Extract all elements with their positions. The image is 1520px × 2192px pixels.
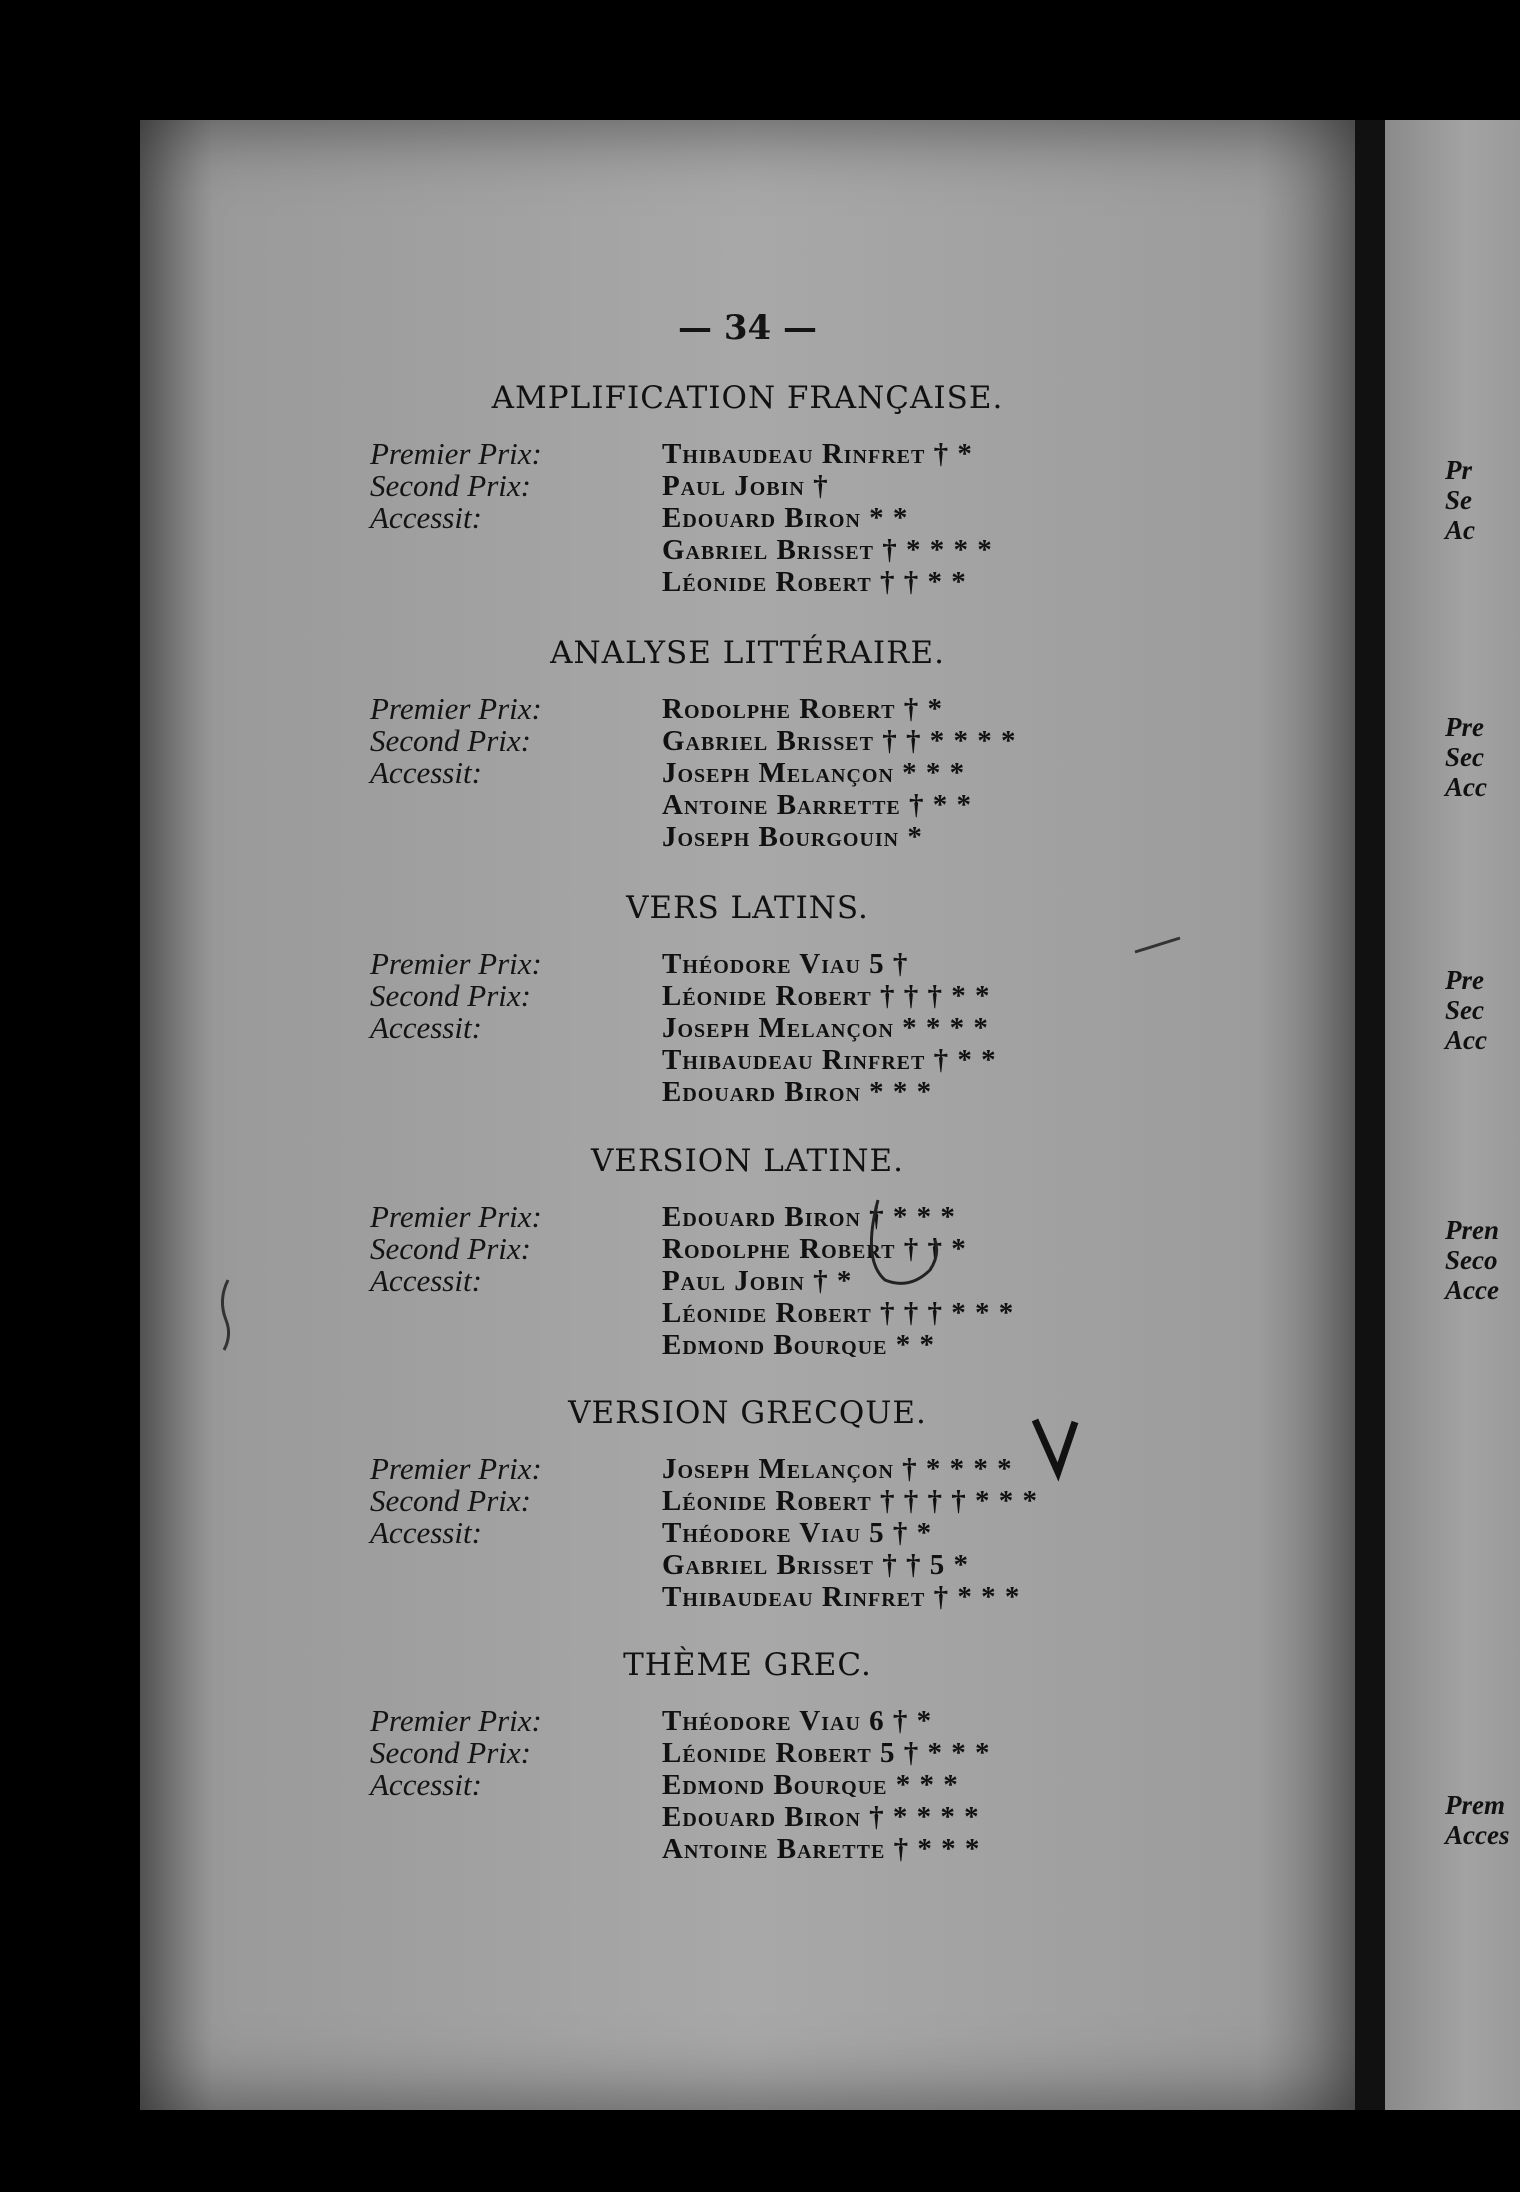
student-name: Joseph Bourgouin * <box>662 821 923 853</box>
label-accessit: Accessit: <box>370 1767 482 1802</box>
student-name: Paul Jobin † * <box>662 1265 853 1297</box>
student-name: Rodolphe Robert † † * <box>662 1233 967 1265</box>
adjacent-label: Acc <box>1445 1025 1487 1055</box>
label-second-prix: Second Prix: <box>370 723 531 758</box>
adjacent-label: Sec <box>1445 995 1484 1025</box>
label-second-prix: Second Prix: <box>370 978 531 1013</box>
student-name: Léonide Robert 5 † * * * <box>662 1737 991 1769</box>
page-gutter <box>1355 120 1385 2110</box>
label-accessit: Accessit: <box>370 1515 482 1550</box>
adjacent-label: Pren <box>1445 1215 1499 1245</box>
student-name: Edouard Biron * * * <box>662 1076 933 1108</box>
section-title-amplification: AMPLIFICATION FRANÇAISE. <box>491 380 1004 416</box>
student-name: Antoine Barrette † * * <box>662 789 973 821</box>
label-second-prix: Second Prix: <box>370 468 531 503</box>
pencil-check-mark <box>1035 1420 1075 1472</box>
label-accessit: Accessit: <box>370 1263 482 1298</box>
student-name: Théodore Viau 5 † <box>662 948 909 980</box>
adjacent-page-edge <box>1385 120 1520 2110</box>
student-name: Léonide Robert † † † † * * * <box>662 1485 1039 1517</box>
label-accessit: Accessit: <box>370 755 482 790</box>
student-name: Edmond Bourque * * * <box>662 1769 959 1801</box>
adjacent-label: Pre <box>1445 965 1484 995</box>
adjacent-label: Ac <box>1445 515 1475 545</box>
adjacent-labels <box>1445 455 1475 545</box>
label-premier-prix: Premier Prix: <box>370 691 542 726</box>
adjacent-labels <box>1445 712 1487 802</box>
adjacent-label: Acc <box>1445 772 1487 802</box>
section-title-vers-latins: VERS LATINS. <box>626 890 869 926</box>
student-name: Léonide Robert † † † * * * <box>662 1297 1015 1329</box>
student-name: Paul Jobin † <box>662 470 829 502</box>
adjacent-label: Acces <box>1445 1820 1510 1850</box>
student-name: Thibaudeau Rinfret † * * * <box>662 1581 1021 1613</box>
section-title-version-latine: VERSION LATINE. <box>590 1143 905 1179</box>
pencil-dash-mark <box>1135 938 1180 952</box>
label-premier-prix: Premier Prix: <box>370 1199 542 1234</box>
adjacent-label: Pre <box>1445 712 1484 742</box>
student-name: Joseph Melançon † * * * * <box>662 1453 1013 1485</box>
label-second-prix: Second Prix: <box>370 1483 531 1518</box>
student-name: Gabriel Brisset † † * * * * <box>662 725 1017 757</box>
student-name: Edouard Biron † * * * <box>662 1201 956 1233</box>
adjacent-label: Sec <box>1445 742 1484 772</box>
adjacent-label: Seco <box>1445 1245 1498 1275</box>
student-name: Léonide Robert † † * * <box>662 566 967 598</box>
student-name: Joseph Melançon * * * * <box>662 1012 989 1044</box>
page-number: — 34 — <box>678 308 817 348</box>
adjacent-label: Se <box>1445 485 1472 515</box>
label-premier-prix: Premier Prix: <box>370 1703 542 1738</box>
section-title-theme-grec: THÈME GREC. <box>623 1647 872 1683</box>
adjacent-label: Pr <box>1445 455 1472 485</box>
adjacent-labels <box>1445 965 1487 1055</box>
label-second-prix: Second Prix: <box>370 1735 531 1770</box>
student-name: Edouard Biron * * <box>662 502 909 534</box>
student-name: Antoine Barette † * * * <box>662 1833 981 1865</box>
student-name: Gabriel Brisset † † 5 * <box>662 1549 969 1581</box>
student-name: Joseph Melançon * * * <box>662 757 966 789</box>
student-name: Léonide Robert † † † * * <box>662 980 991 1012</box>
student-name: Théodore Viau 5 † * <box>662 1517 933 1549</box>
pencil-marks <box>140 120 1355 2110</box>
book-page <box>140 120 1355 2110</box>
pencil-loop-mark <box>871 1200 936 1283</box>
adjacent-label: Prem <box>1445 1790 1505 1820</box>
student-name: Edmond Bourque * * <box>662 1329 935 1361</box>
section-title-version-grecque: VERSION GRECQUE. <box>568 1395 927 1431</box>
student-name: Edouard Biron † * * * * <box>662 1801 980 1833</box>
student-name: Gabriel Brisset † * * * * <box>662 534 993 566</box>
adjacent-labels <box>1445 1790 1509 1850</box>
adjacent-labels <box>1445 1215 1499 1305</box>
label-premier-prix: Premier Prix: <box>370 436 542 471</box>
label-second-prix: Second Prix: <box>370 1231 531 1266</box>
adjacent-label: Acce <box>1445 1275 1499 1305</box>
student-name: Thibaudeau Rinfret † * * <box>662 1044 997 1076</box>
pencil-margin-mark <box>222 1280 228 1350</box>
label-premier-prix: Premier Prix: <box>370 946 542 981</box>
label-accessit: Accessit: <box>370 1010 482 1045</box>
student-name: Théodore Viau 6 † * <box>662 1705 933 1737</box>
student-name: Thibaudeau Rinfret † * <box>662 438 973 470</box>
section-title-analyse: ANALYSE LITTÉRAIRE. <box>550 635 945 671</box>
student-name: Rodolphe Robert † * <box>662 693 943 725</box>
label-premier-prix: Premier Prix: <box>370 1451 542 1486</box>
label-accessit: Accessit: <box>370 500 482 535</box>
